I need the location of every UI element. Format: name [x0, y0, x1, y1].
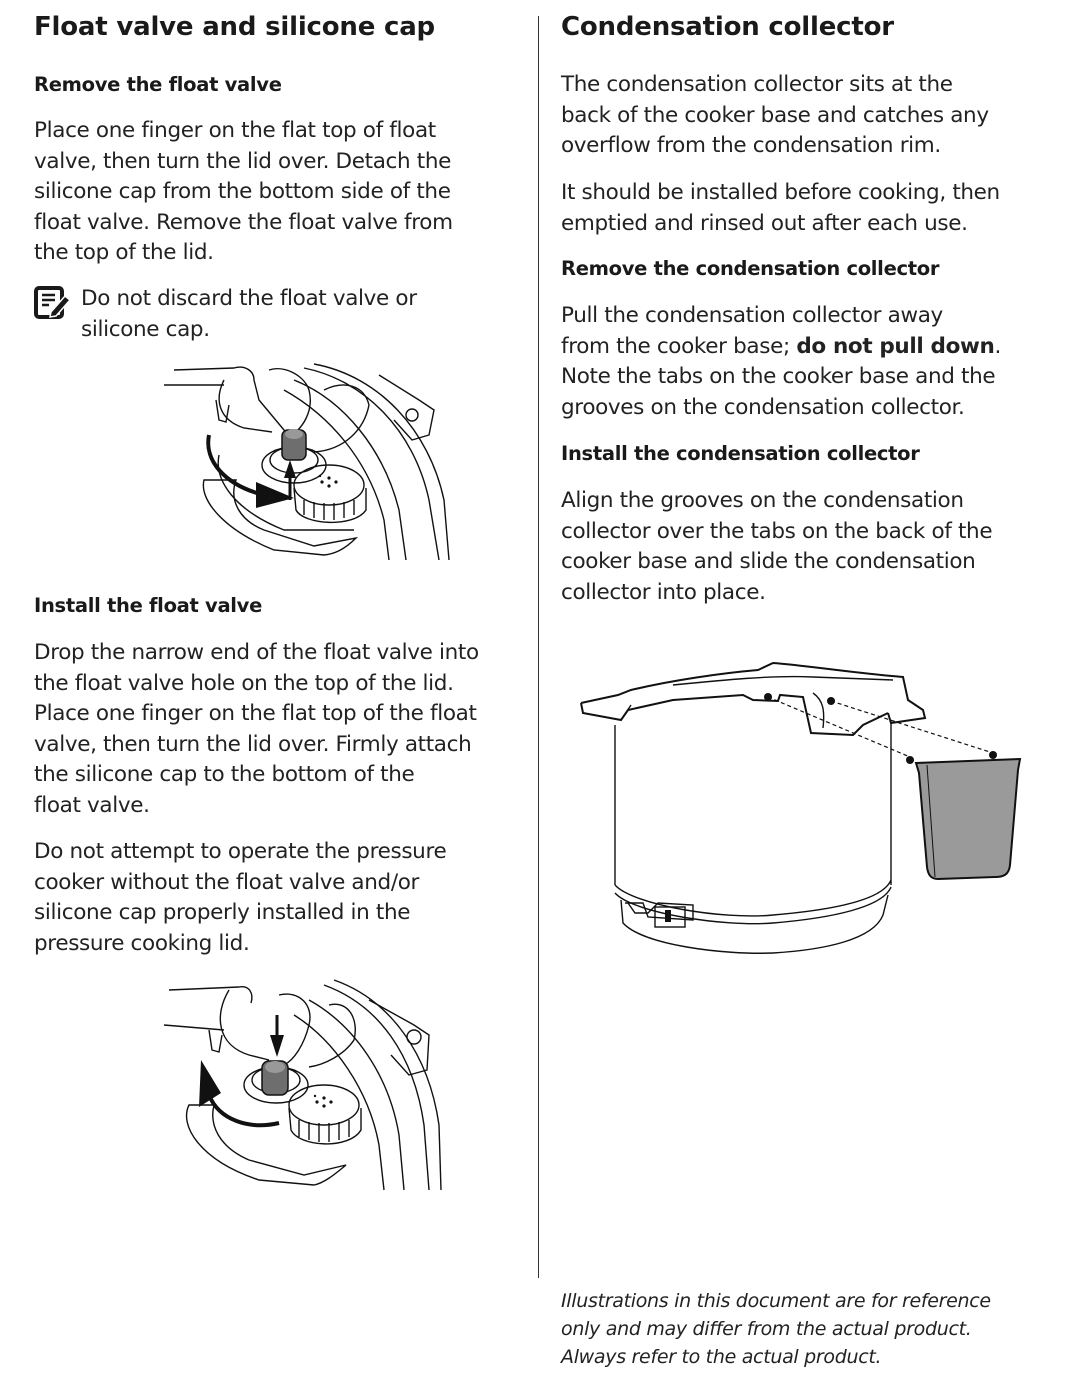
remove-float-valve-instructions: Place one finger on the flat top of float valve, then turn the lid over. Detach the silicone cap from the bottom side of the float valve. Remove the float valve from the top of the lid.	[34, 118, 453, 266]
section-title-condensation-collector: Condensation collector	[561, 12, 894, 42]
column-divider	[538, 16, 539, 1278]
note-text: Do not discard the float valve or silicone cap.	[81, 286, 417, 342]
heading-install-float-valve: Install the float valve	[34, 594, 263, 617]
section-title-float-valve: Float valve and silicone cap	[34, 12, 435, 42]
heading-remove-condensation-collector: Remove the condensation collector	[561, 257, 940, 280]
remove-condensation-instructions: Pull the condensation collector away from the cooker base; do not pull down. Note the tabs on the cooker base and the grooves on the condensation collector.	[561, 303, 1001, 420]
install-float-valve-instructions: Drop the narrow end of the float valve into the float valve hole on the top of the lid. Place one finger on the flat top of the float valve, then turn the lid over. Firmly attach the silicone cap to the bottom of the float valve.	[34, 640, 479, 818]
note-pencil-icon	[34, 286, 72, 320]
heading-remove-float-valve: Remove the float valve	[34, 73, 282, 96]
remove-float-valve-illustration	[144, 360, 454, 570]
condensation-collector-illustration	[573, 655, 1043, 955]
illustration-disclaimer: Illustrations in this document are for reference only and may differ from the actual product. Always refer to the actual product.	[561, 1290, 991, 1368]
install-float-valve-illustration	[129, 975, 449, 1195]
condensation-usage: It should be installed before cooking, then emptied and rinsed out after each use.	[561, 180, 1000, 236]
emphasis-do-not-pull-down: do not pull down	[796, 333, 995, 359]
condensation-intro: The condensation collector sits at the back of the cooker base and catches any overflow from the condensation rim.	[561, 72, 989, 159]
install-condensation-instructions: Align the grooves on the condensation collector over the tabs on the back of the cooker base and slide the condensation collector into place.	[561, 488, 993, 605]
float-valve-warning: Do not attempt to operate the pressure cooker without the float valve and/or silicone cap properly installed in the pressure cooking lid.	[34, 839, 447, 956]
heading-install-condensation-collector: Install the condensation collector	[561, 442, 920, 465]
